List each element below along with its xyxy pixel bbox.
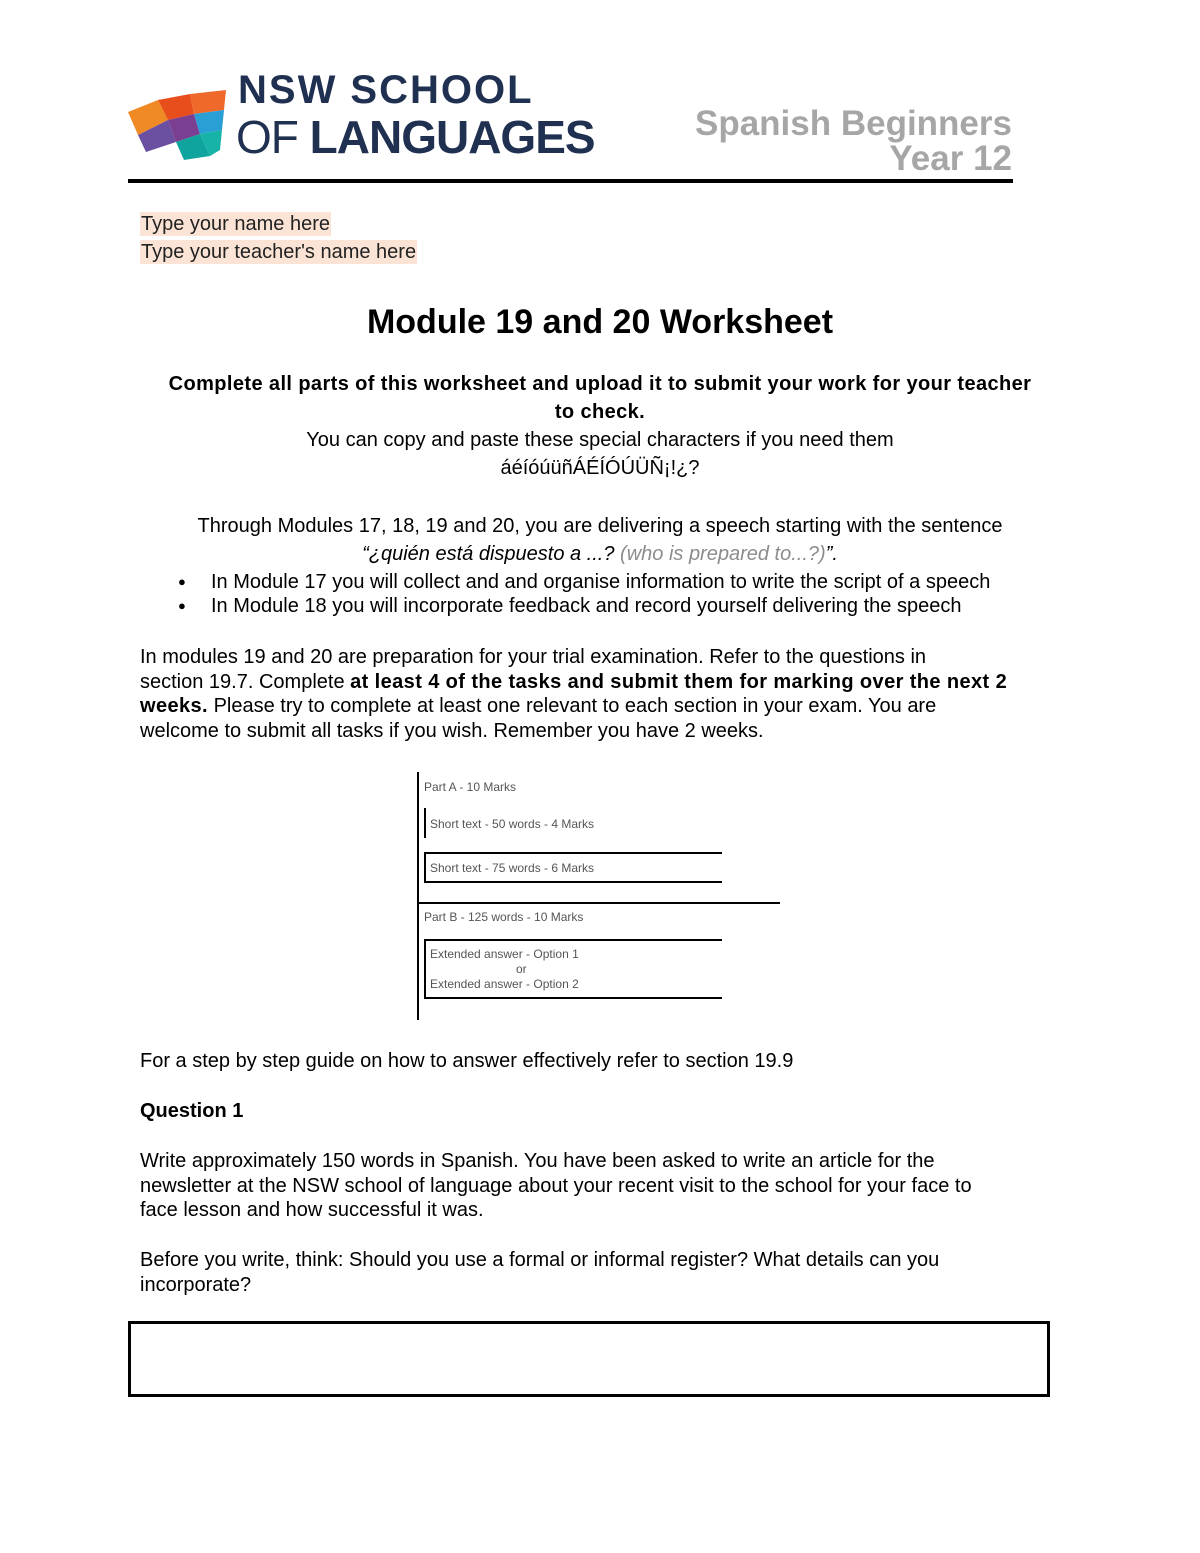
part-b-label: Part B - 125 words - 10 Marks — [424, 910, 584, 924]
part-a-label: Part A - 10 Marks — [424, 780, 517, 794]
course-name: Spanish Beginners — [694, 104, 1012, 143]
special-chars-note: You can copy and paste these special characters if you need them — [306, 429, 894, 451]
diagram-line — [424, 852, 426, 882]
instruction-bold-line2: to check. — [554, 401, 646, 423]
module-list — [178, 570, 990, 618]
diagram-line — [424, 881, 722, 883]
exam-structure-diagram — [416, 772, 786, 1022]
page-title: Module 19 and 20 Worksheet — [366, 303, 834, 341]
intro — [120, 512, 1080, 568]
course-year: Year 12 — [889, 139, 1012, 178]
para-line: Write approximately 150 words in Spanish. You have been asked to write an article for the — [140, 1150, 935, 1172]
school-logo — [128, 68, 595, 163]
diagram-line — [417, 902, 780, 904]
header-divider — [128, 179, 1013, 183]
diagram-spine — [417, 772, 419, 1020]
para-line: incorporate? — [140, 1273, 252, 1296]
para-line: welcome to submit all tasks if you wish. Remember you have 2 weeks. — [140, 719, 764, 742]
or-label: or — [516, 962, 527, 976]
short-text-1: Short text - 50 words - 4 Marks — [430, 817, 595, 831]
para-line: Before you write, think: Should you use a formal or informal register? What details can you — [140, 1249, 940, 1271]
logo-mark-icon — [128, 90, 233, 162]
question-body — [140, 1149, 1060, 1223]
diagram-line — [424, 939, 426, 997]
question-heading: Question 1 — [140, 1100, 244, 1122]
instructions — [140, 370, 1060, 482]
extended-option-1: Extended answer - Option 1 — [430, 947, 579, 961]
logo-line2: OF LANGUAGES — [236, 111, 595, 163]
student-name-field[interactable]: Type your name here — [141, 213, 330, 235]
diagram-line — [424, 997, 722, 999]
question-think — [140, 1248, 1060, 1297]
para-line: In modules 19 and 20 are preparation for your trial examination. Refer to the questions in — [140, 646, 927, 668]
diagram-line — [424, 852, 722, 854]
list-item: ● In Module 18 you will incorporate feedback and record yourself delivering the speech — [178, 594, 990, 618]
list-item: ● In Module 17 you will collect and and organise information to write the script of a speech — [178, 570, 990, 594]
special-chars: áéíóúüñÁÉÍÓÚÜÑ¡!¿? — [500, 457, 700, 479]
guide-note: For a step by step guide on how to answer effectively refer to section 19.9 — [140, 1050, 794, 1072]
para-line: weeks. Please try to complete at least one relevant to each section in your exam. You are — [140, 695, 937, 717]
para-line: newsletter at the NSW school of language about your recent visit to the school for your face to — [140, 1174, 972, 1197]
speech-quote: “¿quién está dispuesto a ...? (who is prepared to...?)”. — [362, 543, 838, 565]
logo-line1: NSW SCHOOL — [238, 68, 534, 112]
diagram-connector — [424, 808, 426, 838]
para-line: section 19.7. Complete at least 4 of the tasks and submit them for marking over the next 2 — [140, 670, 1008, 693]
instruction-bold-line1: Complete all parts of this worksheet and upload it to submit your work for your teacher — [168, 373, 1032, 395]
teacher-name-field[interactable]: Type your teacher's name here — [141, 241, 417, 263]
short-text-2: Short text - 75 words - 6 Marks — [430, 861, 595, 875]
answer-box[interactable] — [128, 1321, 1050, 1397]
para-line: face lesson and how successful it was. — [140, 1199, 484, 1221]
extended-option-2: Extended answer - Option 2 — [430, 977, 579, 991]
course-title — [695, 106, 1012, 176]
modules-paragraph — [140, 645, 1060, 743]
diagram-line — [424, 939, 722, 941]
intro-line: Through Modules 17, 18, 19 and 20, you are delivering a speech starting with the sentence — [197, 515, 1003, 537]
